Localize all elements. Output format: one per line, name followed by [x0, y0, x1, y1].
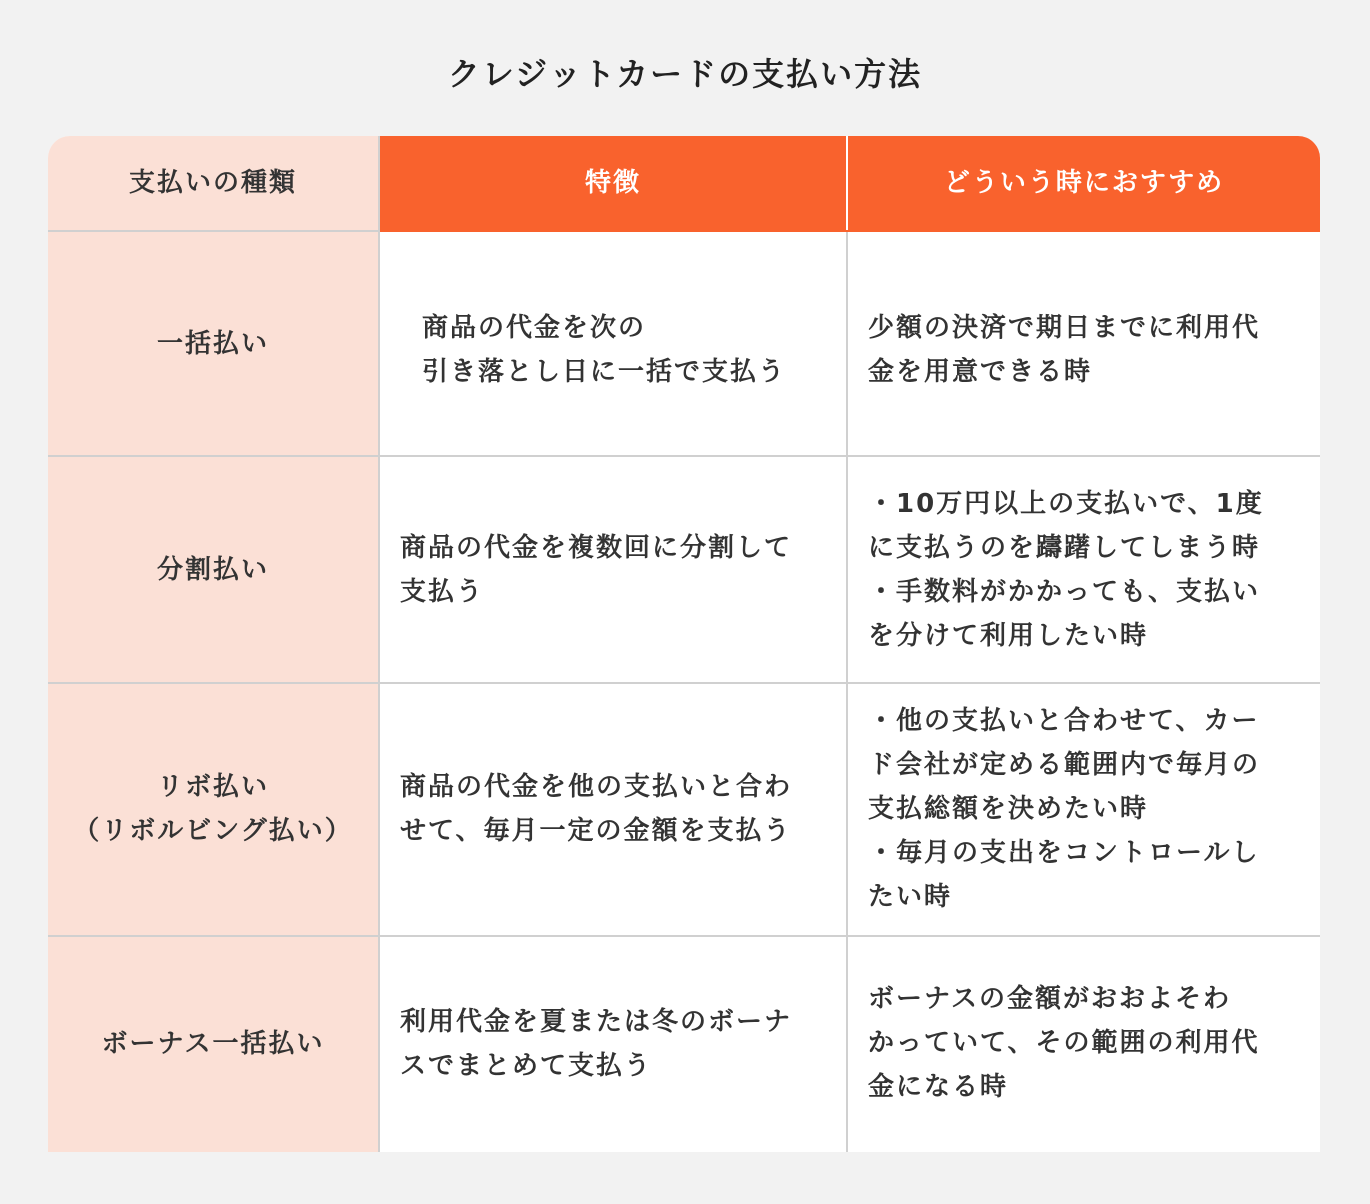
table-row	[48, 231, 1320, 456]
cell-line: ド会社が定める範囲内で毎月の	[868, 750, 1261, 781]
cell-line: 支払総額を決めたい時	[868, 794, 1149, 825]
table-row	[48, 936, 1320, 1152]
cell-line: 金になる時	[868, 1071, 1009, 1102]
cell-line: ・10万円以上の支払いで、1度	[868, 488, 1264, 519]
payment-type-cell	[48, 231, 379, 456]
feature-cell	[379, 231, 847, 456]
cell-line: 金を用意できる時	[868, 357, 1093, 387]
recommended-cell	[847, 936, 1320, 1152]
cell-line: 商品の代金を他の支払いと合わ	[400, 772, 793, 803]
cell-line: たい時	[868, 882, 953, 913]
cell-line: スでまとめて支払う	[400, 1051, 653, 1082]
cell-line: 利用代金を夏または冬のボーナ	[400, 1007, 793, 1038]
recommended-cell	[847, 456, 1320, 682]
header-payment-type: 支払いの種類	[48, 136, 379, 231]
recommended-cell	[847, 683, 1320, 936]
table-row	[48, 456, 1320, 682]
payment-type-cell	[48, 456, 379, 682]
cell-line: ・毎月の支出をコントロールし	[868, 838, 1260, 869]
cell-line: 商品の代金を次の	[422, 313, 647, 343]
feature-cell	[379, 683, 847, 936]
payment-methods-table	[48, 136, 1320, 1152]
cell-line: 少額の決済で期日までに利用代	[868, 313, 1261, 343]
cell-line: リボ払い	[156, 772, 269, 803]
payment-type-cell	[48, 683, 379, 936]
header-recommended-when: どういう時におすすめ	[847, 136, 1320, 231]
feature-cell	[379, 456, 847, 682]
cell-line: を分けて利用したい時	[868, 620, 1149, 651]
cell-line: 一括払い	[156, 328, 269, 359]
cell-line: （リボルビング払い）	[73, 816, 353, 847]
payment-type-cell	[48, 936, 379, 1152]
header-feature: 特徴	[379, 136, 847, 231]
cell-line: ・他の支払いと合わせて、カー	[868, 706, 1260, 737]
comparison-table	[48, 136, 1320, 1152]
recommended-cell	[847, 231, 1320, 456]
cell-line: 支払う	[400, 576, 485, 607]
cell-line: かっていて、その範囲の利用代	[868, 1027, 1260, 1058]
cell-line: せて、毎月一定の金額を支払う	[400, 816, 792, 847]
cell-line: に支払うのを躊躇してしまう時	[868, 532, 1261, 563]
cell-line: 分割払い	[156, 554, 269, 585]
cell-line: 引き落とし日に一括で支払う	[422, 357, 787, 387]
cell-line: ボーナス一括払い	[101, 1029, 325, 1060]
header-row	[48, 136, 1320, 231]
cell-line: ボーナスの金額がおおよそわ	[868, 983, 1231, 1014]
cell-line: 商品の代金を複数回に分割して	[400, 532, 793, 563]
table-row	[48, 683, 1320, 936]
page-title: クレジットカードの支払い方法	[447, 55, 923, 93]
feature-cell	[379, 936, 847, 1152]
cell-line: ・手数料がかかっても、支払い	[868, 576, 1261, 607]
